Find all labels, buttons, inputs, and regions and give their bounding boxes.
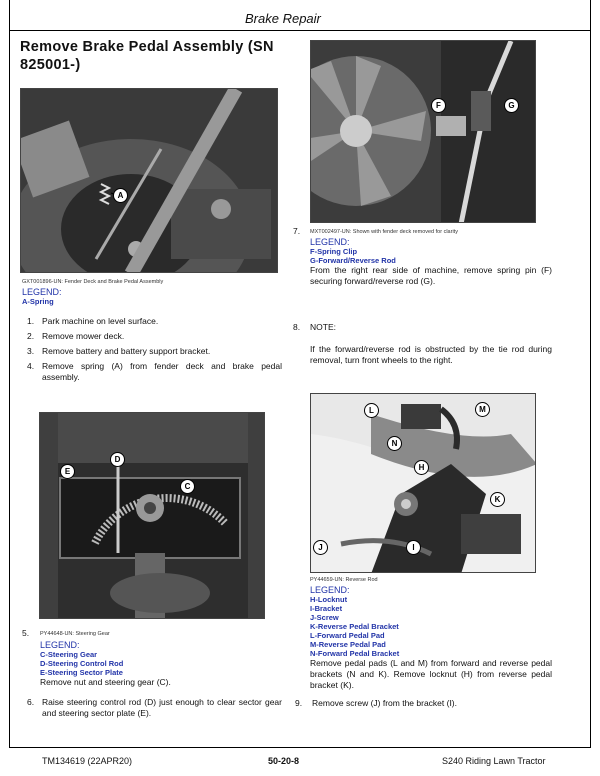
callout-c: C xyxy=(180,479,195,494)
figure7-legend-heading: LEGEND: xyxy=(310,237,350,247)
page-border-left xyxy=(9,0,10,748)
figure9-text: Remove pedal pads (L and M) from forward and reverse pedal brackets (N and K). Remove locknut (H) from reverse pedal bracket (K). xyxy=(310,658,552,690)
step-4-number: 4. xyxy=(27,361,35,371)
callout-n: N xyxy=(387,436,402,451)
step-8-note-label: NOTE: xyxy=(310,322,336,332)
photo-reverse-rod xyxy=(310,393,536,573)
footer-rule xyxy=(9,747,591,748)
legend-item-f: F-Spring Clip xyxy=(310,247,358,256)
footer-doc-id: TM134619 (22APR20) xyxy=(42,756,133,766)
callout-i: I xyxy=(406,540,421,555)
step-1-number: 1. xyxy=(27,316,35,326)
legend-item-m: M-Reverse Pedal Pad xyxy=(310,640,386,649)
callout-d: D xyxy=(110,452,125,467)
photo-reverse-rod-graphic xyxy=(311,394,536,573)
header-title: Brake Repair xyxy=(245,11,321,26)
legend-item-d: D-Steering Control Rod xyxy=(40,659,124,668)
step-1-text: Park machine on level surface. xyxy=(42,316,159,326)
section-title: Remove Brake Pedal Assembly (SN 825001-) xyxy=(20,39,274,73)
figure5-caption: PY44648-UN: Steering Gear xyxy=(40,631,110,637)
step-9-number: 9. xyxy=(295,698,303,708)
step-6-text: Raise steering control rod (D) just enough to clear sector gear and steering sector plate (E). xyxy=(42,697,282,718)
legend-item-e: E-Steering Sector Plate xyxy=(40,668,123,677)
photo-forward-reverse-rod-graphic xyxy=(311,41,536,223)
figure9-caption: PY44659-UN: Reverse Rod xyxy=(310,577,378,583)
step-4-text: Remove spring (A) from fender deck and brake pedal assembly. xyxy=(42,361,282,382)
callout-g: G xyxy=(504,98,519,113)
step-3-number: 3. xyxy=(27,346,35,356)
callout-e: E xyxy=(60,464,75,479)
callout-h: H xyxy=(414,460,429,475)
step-2-text: Remove mower deck. xyxy=(42,331,125,341)
photo-steering-gear xyxy=(39,412,265,619)
callout-f: F xyxy=(431,98,446,113)
legend-item-k: K-Reverse Pedal Bracket xyxy=(310,622,399,631)
step-9-text: Remove screw (J) from the bracket (I). xyxy=(312,698,458,708)
legend-item-n: N-Forward Pedal Bracket xyxy=(310,649,400,658)
callout-a: A xyxy=(113,188,128,203)
step-8-note-text: If the forward/reverse rod is obstructed by the tie rod during removal, turn front wheels to the right. xyxy=(310,344,552,365)
step-8-number: 8. xyxy=(293,322,301,332)
figure1-caption: GXT001896-UN: Fender Deck and Brake Pedal Assembly xyxy=(22,279,164,285)
photo-forward-reverse-rod xyxy=(310,40,536,223)
step-3-text: Remove battery and battery support bracket. xyxy=(42,346,211,356)
legend-item-a: A-Spring xyxy=(22,297,54,306)
figure1-legend-heading: LEGEND: xyxy=(22,287,62,297)
figure7-caption: MXT002497-UN: Shown with fender deck removed for clarity xyxy=(310,229,458,235)
figure5-legend-heading: LEGEND: xyxy=(40,640,80,650)
photo-fender-deck xyxy=(20,88,278,273)
legend-item-i: I-Bracket xyxy=(310,604,343,613)
legend-item-g: G-Forward/Reverse Rod xyxy=(310,256,396,265)
step-5-text: Remove nut and steering gear (C). xyxy=(40,677,171,687)
figure9-legend-heading: LEGEND: xyxy=(310,585,350,595)
legend-item-h: H-Locknut xyxy=(310,595,348,604)
step-2-number: 2. xyxy=(27,331,35,341)
photo-steering-gear-graphic xyxy=(40,413,265,619)
legend-item-j: J-Screw xyxy=(310,613,339,622)
step-5-number: 5. xyxy=(22,628,30,638)
step-6-number: 6. xyxy=(27,697,35,707)
legend-item-c: C-Steering Gear xyxy=(40,650,98,659)
photo-fender-deck-graphic xyxy=(21,89,278,273)
footer-model: S240 Riding Lawn Tractor xyxy=(442,756,546,766)
step-7-number: 7. xyxy=(293,226,301,236)
page-border-right xyxy=(590,0,591,748)
callout-j: J xyxy=(313,540,328,555)
header-rule xyxy=(9,30,591,31)
callout-l: L xyxy=(364,403,379,418)
callout-k: K xyxy=(490,492,505,507)
footer-page-number: 50-20-8 xyxy=(268,756,300,766)
step-7-text: From the right rear side of machine, remove spring pin (F) securing forward/reverse rod (G). xyxy=(310,265,552,286)
legend-item-l: L-Forward Pedal Pad xyxy=(310,631,385,640)
callout-m: M xyxy=(475,402,490,417)
